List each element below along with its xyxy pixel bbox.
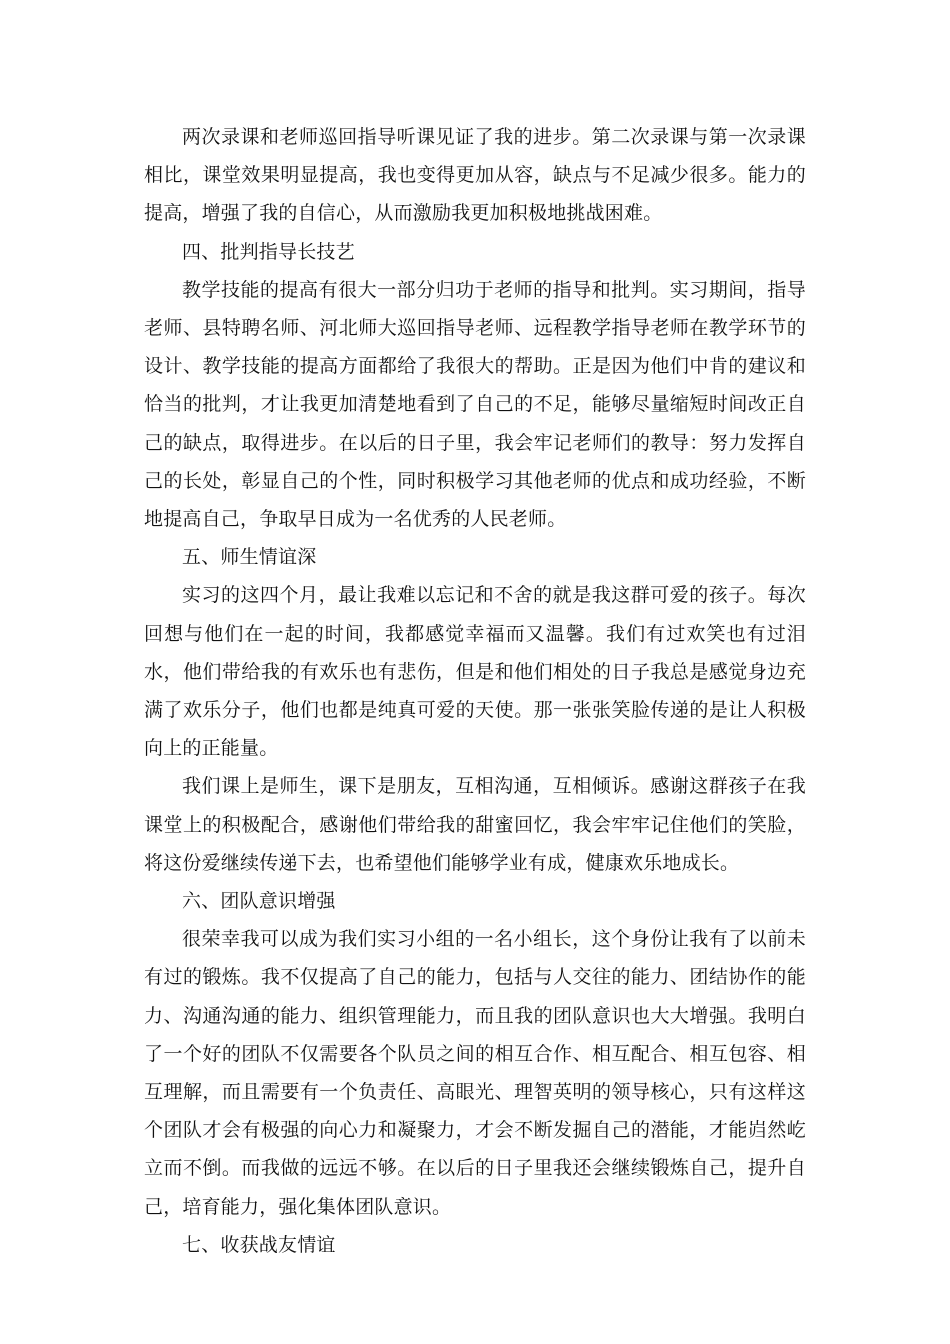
section-heading-6: 六、团队意识增强 (182, 890, 336, 913)
section-heading-7: 七、收获战友情谊 (182, 1233, 336, 1256)
paragraph-team-awareness: 很荣幸我可以成为我们实习小组的一名小组长，这个身份让我有了以前未有过的锻炼。我不仅提高了自己的能力，包括与人交往的能力、团结协作的能力、沟通沟通的能力、组织管理能力，而且我的团队意识也大大增强。我明白了一个好的团队不仅需要各个队员之间的相互合作、相互配合、相互包容、相互理解，而且需要有一个负责任、高眼光、理智英明的领导核心，只有这样这个团队才会有极强的向心力和凝聚力，才会不断发掘自己的潜能，才能岿然屹立而不倒。而我做的远远不够。在以后的日子里我还会继续锻炼自己，提升自己，培育能力，强化集体团队意识。 (144, 928, 806, 1218)
section-heading-5: 五、师生情谊深 (182, 546, 317, 569)
document-body (144, 118, 806, 1264)
paragraph-teacher-student-2: 我们课上是师生，课下是朋友，互相沟通，互相倾诉。感谢这群孩子在我课堂上的积极配合，感谢他们带给我的甜蜜回忆，我会牢牢记住他们的笑脸，将这份爱继续传递下去，也希望他们能够学业有成，健康欢乐地成长。 (144, 775, 806, 874)
paragraph-guidance-criticism: 教学技能的提高有很大一部分归功于老师的指导和批判。实习期间，指导老师、县特聘名师、河北师大巡回指导老师、远程教学指导老师在教学环节的设计、教学技能的提高方面都给了我很大的帮助。正是因为他们中肯的建议和恰当的批判，才让我更加清楚地看到了自己的不足，能够尽量缩短时间改正自己的缺点，取得进步。在以后的日子里，我会牢记老师们的教导：努力发挥自己的长处，彰显自己的个性，同时积极学习其他老师的优点和成功经验，不断地提高自己，争取早日成为一名优秀的人民老师。 (144, 278, 806, 531)
section-heading-4: 四、批判指导长技艺 (182, 240, 355, 263)
paragraph-teacher-student-1: 实习的这四个月，最让我难以忘记和不舍的就是我这群可爱的孩子。每次回想与他们在一起的时间，我都感觉幸福而又温馨。我们有过欢笑也有过泪水，他们带给我的有欢乐也有悲伤，但是和他们相处的日子我总是感觉身边充满了欢乐分子，他们也都是纯真可爱的天使。那一张张笑脸传递的是让人积极向上的正能量。 (144, 584, 806, 760)
paragraph-recording-progress: 两次录课和老师巡回指导听课见证了我的进步。第二次录课与第一次录课相比，课堂效果明显提高，我也变得更加从容，缺点与不足减少很多。能力的提高，增强了我的自信心，从而激励我更加积极地挑战困难。 (144, 126, 806, 225)
